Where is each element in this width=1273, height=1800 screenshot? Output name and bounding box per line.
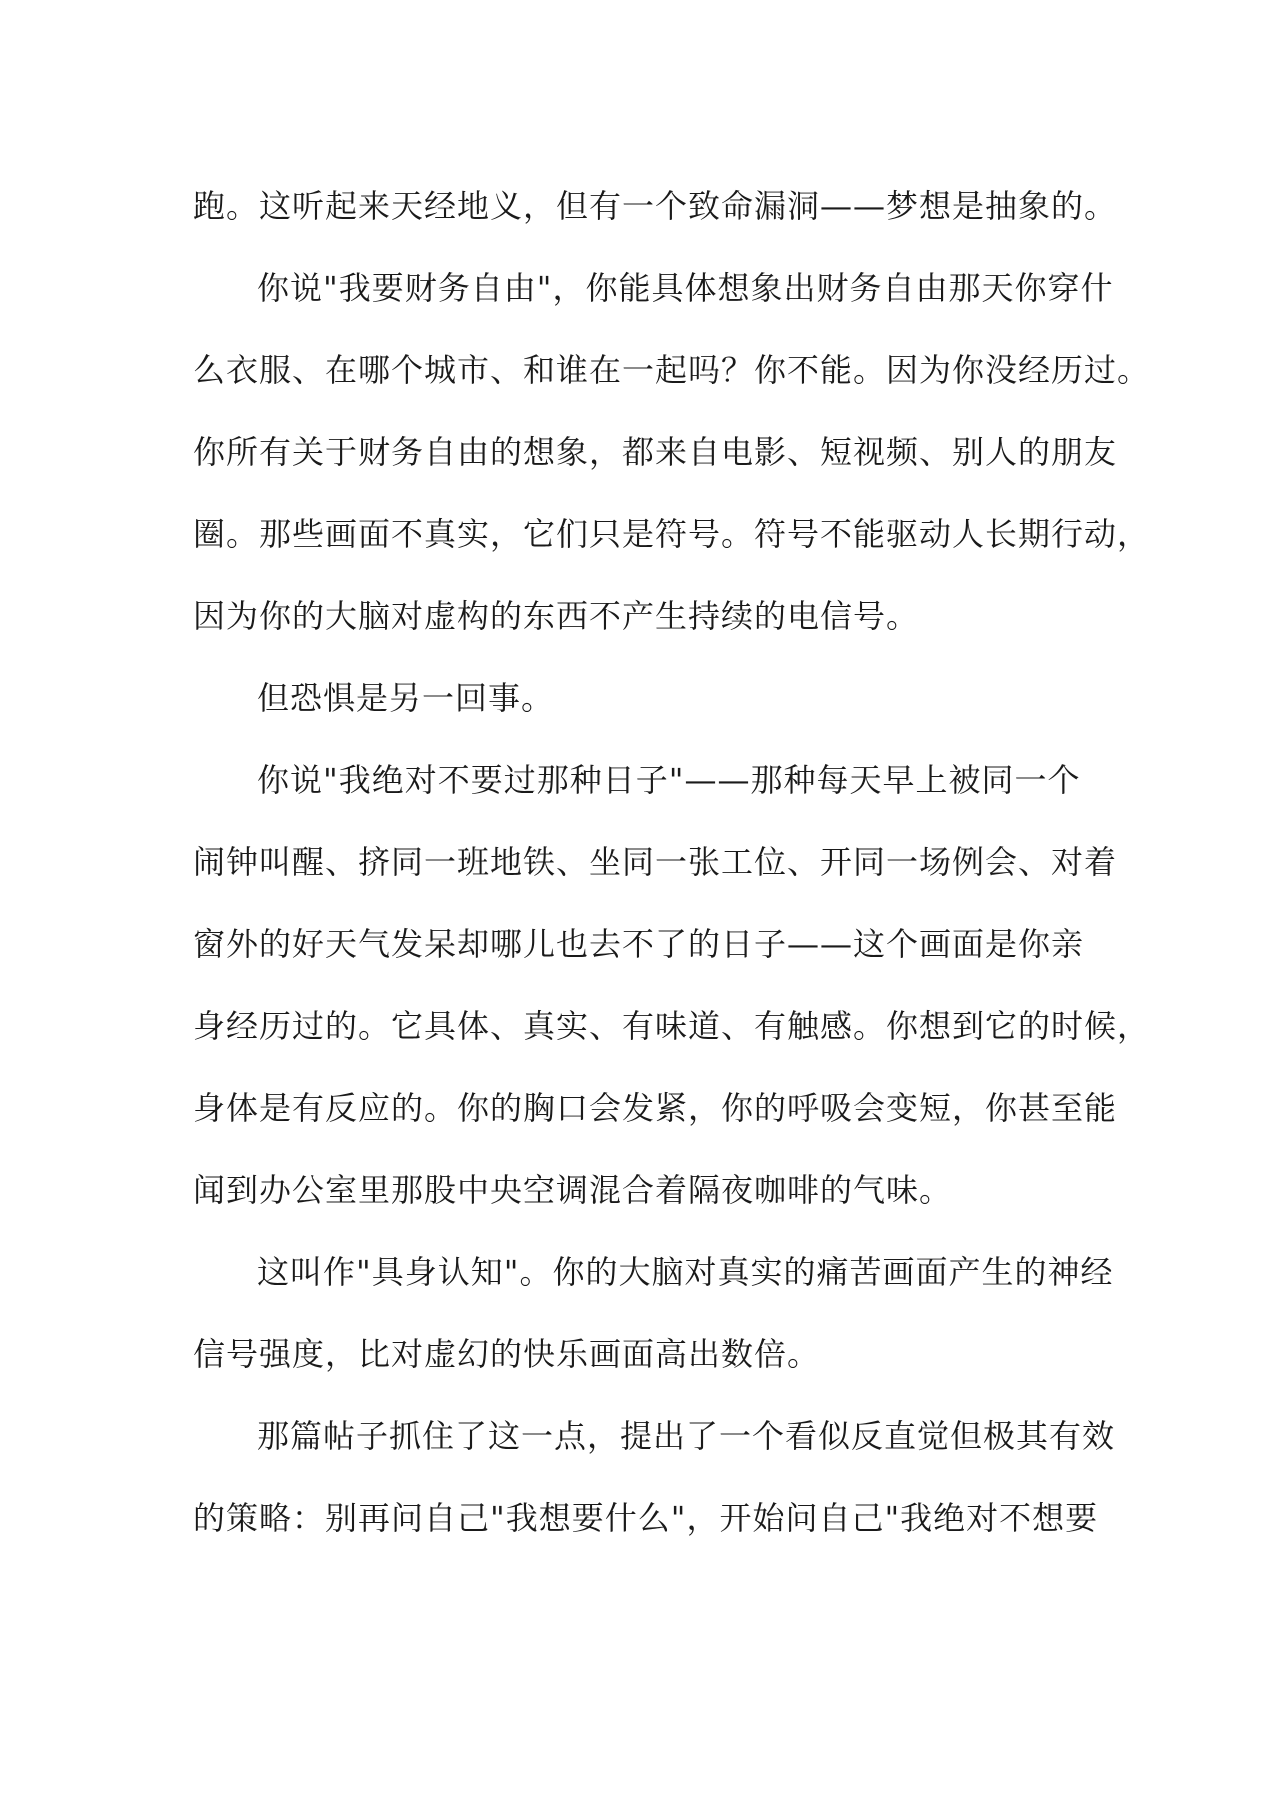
text-line: 闻到办公室里那股中央空调混合着隔夜咖啡的气味。: [193, 1171, 953, 1209]
text-line: 身体是有反应的。你的胸口会发紧，你的呼吸会变短，你甚至能: [193, 1089, 1118, 1127]
text-line: 你说"我要财务自由"，你能具体想象出财务自由那天你穿什: [257, 269, 1114, 307]
text-line: 么衣服、在哪个城市、和谁在一起吗？你不能。因为你没经历过。: [193, 351, 1151, 389]
text-line: 闹钟叫醒、挤同一班地铁、坐同一张工位、开同一场例会、对着: [193, 843, 1118, 881]
text-line: 但恐惧是另一回事。: [257, 679, 555, 717]
text-line: 你所有关于财务自由的想象，都来自电影、短视频、别人的朋友: [193, 433, 1118, 471]
body-text: [193, 165, 1151, 1559]
text-line: 因为你的大脑对虚构的东西不产生持续的电信号。: [193, 597, 920, 635]
text-line: 这叫作"具身认知"。你的大脑对真实的痛苦画面产生的神经: [257, 1253, 1114, 1291]
text-line: 那篇帖子抓住了这一点，提出了一个看似反直觉但极其有效: [257, 1417, 1116, 1455]
text-line: 窗外的好天气发呆却哪儿也去不了的日子——这个画面是你亲: [193, 925, 1085, 963]
text-line: 的策略：别再问自己"我想要什么"，开始问自己"我绝对不想要: [193, 1499, 1099, 1537]
text-line: 身经历过的。它具体、真实、有味道、有触感。你想到它的时候，: [193, 1007, 1151, 1045]
text-line: 你说"我绝对不要过那种日子"——那种每天早上被同一个: [257, 761, 1081, 799]
text-line: 信号强度，比对虚幻的快乐画面高出数倍。: [193, 1335, 821, 1373]
text-line: 圈。那些画面不真实，它们只是符号。符号不能驱动人长期行动，: [193, 515, 1151, 553]
text-line: 跑。这听起来天经地义，但有一个致命漏洞——梦想是抽象的。: [193, 187, 1118, 225]
